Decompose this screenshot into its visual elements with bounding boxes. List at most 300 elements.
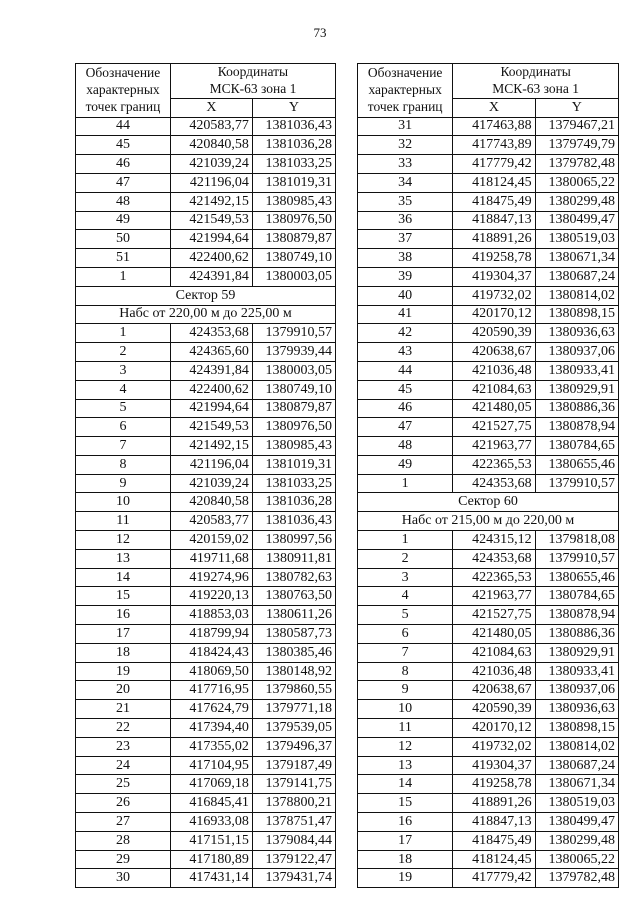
y-coordinate-cell: 1378751,47 (252, 813, 335, 832)
point-number-cell: 47 (358, 418, 453, 437)
x-coordinate-cell: 421549,53 (170, 211, 252, 230)
section-row (76, 286, 336, 305)
y-coordinate-cell: 1380782,63 (252, 568, 335, 587)
y-coordinate-cell: 1381033,25 (252, 155, 335, 174)
header-label-line: характерных (368, 81, 442, 97)
table-row (358, 324, 619, 343)
table-row (358, 813, 619, 832)
y-coordinate-cell: 1380937,06 (535, 343, 618, 362)
y-coordinate-cell: 1380587,73 (252, 625, 335, 644)
x-coordinate-cell: 421036,48 (453, 361, 535, 380)
point-number-cell: 17 (76, 625, 171, 644)
y-coordinate-cell: 1380976,50 (252, 211, 335, 230)
point-number-cell: 10 (358, 700, 453, 719)
y-coordinate-cell: 1379818,08 (535, 531, 618, 550)
table-row (358, 831, 619, 850)
point-number-cell: 18 (358, 850, 453, 869)
table-row (358, 775, 619, 794)
point-number-cell: 39 (358, 267, 453, 286)
table-row (358, 361, 619, 380)
y-coordinate-cell: 1380519,03 (535, 230, 618, 249)
x-coordinate-cell: 417431,14 (170, 869, 252, 888)
y-coordinate-cell: 1380886,36 (535, 625, 618, 644)
point-number-cell: 1 (76, 324, 171, 343)
point-number-cell: 1 (358, 531, 453, 550)
x-coordinate-cell: 424353,68 (170, 324, 252, 343)
point-number-cell: 26 (76, 794, 171, 813)
y-coordinate-cell: 1379910,57 (535, 474, 618, 493)
x-coordinate-cell: 418124,45 (453, 850, 535, 869)
y-coordinate-cell: 1381019,31 (252, 455, 335, 474)
y-coordinate-cell: 1380814,02 (535, 286, 618, 305)
header-label-line: Обозначение (367, 64, 443, 80)
x-coordinate-cell: 421039,24 (170, 474, 252, 493)
point-number-cell: 1 (358, 474, 453, 493)
x-coordinate-cell: 419258,78 (453, 249, 535, 268)
table-row (358, 662, 619, 681)
table-row (358, 700, 619, 719)
table-row (358, 211, 619, 230)
y-coordinate-cell: 1380985,43 (252, 437, 335, 456)
x-coordinate-cell: 422365,53 (453, 568, 535, 587)
table-row (358, 643, 619, 662)
point-number-cell: 16 (76, 606, 171, 625)
y-coordinate-cell: 1380655,46 (535, 568, 618, 587)
point-number-cell: 37 (358, 230, 453, 249)
table-row (76, 512, 336, 531)
point-number-cell: 28 (76, 831, 171, 850)
table-row (76, 681, 336, 700)
y-coordinate-cell: 1380976,50 (252, 418, 335, 437)
x-coordinate-cell: 420159,02 (170, 531, 252, 550)
y-coordinate-cell: 1379910,57 (535, 549, 618, 568)
header-coords-line: Координаты (217, 64, 289, 79)
table-row (358, 305, 619, 324)
y-coordinate-cell: 1380299,48 (535, 831, 618, 850)
y-coordinate-cell: 1380499,47 (535, 211, 618, 230)
y-coordinate-cell: 1380929,91 (535, 380, 618, 399)
table-row (358, 794, 619, 813)
x-coordinate-cell: 421963,77 (453, 587, 535, 606)
x-coordinate-cell: 418853,03 (170, 606, 252, 625)
point-number-cell: 1 (76, 267, 171, 286)
y-coordinate-cell: 1379187,49 (252, 756, 335, 775)
x-coordinate-cell: 424365,60 (170, 343, 252, 362)
y-coordinate-cell: 1380936,63 (535, 700, 618, 719)
x-coordinate-cell: 417355,02 (170, 737, 252, 756)
point-number-cell: 29 (76, 850, 171, 869)
point-number-cell: 8 (358, 662, 453, 681)
point-number-cell: 50 (76, 230, 171, 249)
y-coordinate-cell: 1379910,57 (252, 324, 335, 343)
table-row (76, 418, 336, 437)
x-coordinate-cell: 421492,15 (170, 437, 252, 456)
y-coordinate-cell: 1379084,44 (252, 831, 335, 850)
point-number-cell: 20 (76, 681, 171, 700)
y-coordinate-cell: 1379771,18 (252, 700, 335, 719)
x-coordinate-cell: 421527,75 (453, 606, 535, 625)
header-y: Y (535, 98, 618, 117)
table-row (76, 155, 336, 174)
header-coords-line: Координаты (500, 64, 571, 79)
x-coordinate-cell: 418475,49 (453, 192, 535, 211)
page-number: 73 (313, 25, 327, 40)
header-point-label (76, 64, 171, 118)
x-coordinate-cell: 421196,04 (170, 173, 252, 192)
point-number-cell: 10 (76, 493, 171, 512)
point-number-cell: 9 (76, 474, 171, 493)
x-coordinate-cell: 420583,77 (170, 117, 252, 136)
point-number-cell: 5 (358, 606, 453, 625)
y-coordinate-cell: 1380687,24 (535, 756, 618, 775)
table-row (76, 361, 336, 380)
x-coordinate-cell: 418069,50 (170, 662, 252, 681)
x-coordinate-cell: 417779,42 (453, 155, 535, 174)
table-row (76, 230, 336, 249)
point-number-cell: 4 (358, 587, 453, 606)
point-number-cell: 3 (76, 361, 171, 380)
x-coordinate-cell: 417463,88 (453, 117, 535, 136)
table-row (76, 756, 336, 775)
point-number-cell: 13 (358, 756, 453, 775)
table-row (358, 568, 619, 587)
x-coordinate-cell: 417779,42 (453, 869, 535, 888)
x-coordinate-cell: 418124,45 (453, 173, 535, 192)
table-row (358, 531, 619, 550)
table-row (358, 418, 619, 437)
point-number-cell: 46 (358, 399, 453, 418)
point-number-cell: 34 (358, 173, 453, 192)
point-number-cell: 27 (76, 813, 171, 832)
table-row (358, 155, 619, 174)
y-coordinate-cell: 1380519,03 (535, 794, 618, 813)
point-number-cell: 45 (76, 136, 171, 155)
y-coordinate-cell: 1380671,34 (535, 775, 618, 794)
x-coordinate-cell: 424315,12 (453, 531, 535, 550)
table-row (358, 869, 619, 888)
table-row (358, 625, 619, 644)
coordinates-table-left (75, 63, 336, 888)
x-coordinate-cell: 418475,49 (453, 831, 535, 850)
header-y: Y (252, 98, 335, 117)
table-row (76, 324, 336, 343)
point-number-cell: 12 (76, 531, 171, 550)
point-number-cell: 47 (76, 173, 171, 192)
y-coordinate-cell: 1379141,75 (252, 775, 335, 794)
y-coordinate-cell: 1380898,15 (535, 719, 618, 738)
table-row (76, 267, 336, 286)
table-row (76, 568, 336, 587)
x-coordinate-cell: 419732,02 (453, 286, 535, 305)
x-coordinate-cell: 418847,13 (453, 813, 535, 832)
point-number-cell: 33 (358, 155, 453, 174)
point-number-cell: 19 (358, 869, 453, 888)
point-number-cell: 2 (76, 343, 171, 362)
point-number-cell: 41 (358, 305, 453, 324)
x-coordinate-cell: 419304,37 (453, 267, 535, 286)
point-number-cell: 48 (76, 192, 171, 211)
table-row (358, 455, 619, 474)
point-number-cell: 45 (358, 380, 453, 399)
y-coordinate-cell: 1381036,43 (252, 512, 335, 531)
point-number-cell: 2 (358, 549, 453, 568)
table-row (76, 625, 336, 644)
y-coordinate-cell: 1381036,43 (252, 117, 335, 136)
x-coordinate-cell: 422365,53 (453, 455, 535, 474)
x-coordinate-cell: 419258,78 (453, 775, 535, 794)
point-number-cell: 18 (76, 643, 171, 662)
point-number-cell: 25 (76, 775, 171, 794)
y-coordinate-cell: 1379496,37 (252, 737, 335, 756)
point-number-cell: 15 (76, 587, 171, 606)
x-coordinate-cell: 420638,67 (453, 681, 535, 700)
point-number-cell: 49 (358, 455, 453, 474)
table-row (76, 606, 336, 625)
table-row (358, 136, 619, 155)
point-number-cell: 12 (358, 737, 453, 756)
table-row (358, 756, 619, 775)
section-row (76, 305, 336, 324)
table-body (358, 117, 619, 888)
header-label-line: точек границ (85, 98, 161, 114)
x-coordinate-cell: 419711,68 (170, 549, 252, 568)
point-number-cell: 40 (358, 286, 453, 305)
header-label-line: Обозначение (85, 64, 161, 80)
y-coordinate-cell: 1380937,06 (535, 681, 618, 700)
header-point-label (358, 64, 453, 118)
header-label-line: точек границ (367, 98, 443, 114)
x-coordinate-cell: 424353,68 (453, 549, 535, 568)
table-row (76, 343, 336, 362)
x-coordinate-cell: 420170,12 (453, 719, 535, 738)
point-number-cell: 51 (76, 249, 171, 268)
point-number-cell: 44 (358, 361, 453, 380)
point-number-cell: 44 (76, 117, 171, 136)
table-row (76, 813, 336, 832)
point-number-cell: 42 (358, 324, 453, 343)
y-coordinate-cell: 1379860,55 (252, 681, 335, 700)
y-coordinate-cell: 1378800,21 (252, 794, 335, 813)
x-coordinate-cell: 416933,08 (170, 813, 252, 832)
y-coordinate-cell: 1380933,41 (535, 361, 618, 380)
point-number-cell: 17 (358, 831, 453, 850)
x-coordinate-cell: 419274,96 (170, 568, 252, 587)
x-coordinate-cell: 421084,63 (453, 643, 535, 662)
y-coordinate-cell: 1380879,87 (252, 230, 335, 249)
y-coordinate-cell: 1380898,15 (535, 305, 618, 324)
table-row (76, 474, 336, 493)
y-coordinate-cell: 1379467,21 (535, 117, 618, 136)
table-row (76, 850, 336, 869)
section-row (358, 512, 619, 531)
x-coordinate-cell: 421084,63 (453, 380, 535, 399)
y-coordinate-cell: 1380655,46 (535, 455, 618, 474)
y-coordinate-cell: 1380611,26 (252, 606, 335, 625)
point-number-cell: 23 (76, 737, 171, 756)
table-row (76, 380, 336, 399)
point-number-cell: 30 (76, 869, 171, 888)
table-row (76, 549, 336, 568)
y-coordinate-cell: 1380911,81 (252, 549, 335, 568)
point-number-cell: 19 (76, 662, 171, 681)
x-coordinate-cell: 422400,62 (170, 380, 252, 399)
table-row (358, 587, 619, 606)
point-number-cell: 43 (358, 343, 453, 362)
x-coordinate-cell: 418891,26 (453, 230, 535, 249)
y-coordinate-cell: 1380886,36 (535, 399, 618, 418)
y-coordinate-cell: 1380878,94 (535, 606, 618, 625)
point-number-cell: 38 (358, 249, 453, 268)
table-row (358, 286, 619, 305)
x-coordinate-cell: 418799,94 (170, 625, 252, 644)
table-row (76, 700, 336, 719)
y-coordinate-cell: 1380879,87 (252, 399, 335, 418)
y-coordinate-cell: 1380784,65 (535, 587, 618, 606)
y-coordinate-cell: 1381036,28 (252, 136, 335, 155)
point-number-cell: 6 (358, 625, 453, 644)
y-coordinate-cell: 1379749,79 (535, 136, 618, 155)
x-coordinate-cell: 421492,15 (170, 192, 252, 211)
x-coordinate-cell: 420170,12 (453, 305, 535, 324)
section-row (358, 493, 619, 512)
x-coordinate-cell: 421994,64 (170, 230, 252, 249)
x-coordinate-cell: 418847,13 (453, 211, 535, 230)
x-coordinate-cell: 420638,67 (453, 343, 535, 362)
y-coordinate-cell: 1380065,22 (535, 173, 618, 192)
x-coordinate-cell: 420583,77 (170, 512, 252, 531)
x-coordinate-cell: 419732,02 (453, 737, 535, 756)
table-row (358, 173, 619, 192)
x-coordinate-cell: 424391,84 (170, 361, 252, 380)
y-coordinate-cell: 1379939,44 (252, 343, 335, 362)
table-row (76, 794, 336, 813)
table-row (76, 249, 336, 268)
y-coordinate-cell: 1380749,10 (252, 249, 335, 268)
header-label-line: характерных (86, 81, 160, 97)
point-number-cell: 5 (76, 399, 171, 418)
table-row (76, 775, 336, 794)
point-number-cell: 7 (358, 643, 453, 662)
point-number-cell: 11 (76, 512, 171, 531)
y-coordinate-cell: 1380003,05 (252, 361, 335, 380)
x-coordinate-cell: 417104,95 (170, 756, 252, 775)
x-coordinate-cell: 420590,39 (453, 700, 535, 719)
point-number-cell: 31 (358, 117, 453, 136)
header-x: X (170, 98, 252, 117)
x-coordinate-cell: 417069,18 (170, 775, 252, 794)
x-coordinate-cell: 421527,75 (453, 418, 535, 437)
point-number-cell: 35 (358, 192, 453, 211)
point-number-cell: 15 (358, 794, 453, 813)
x-coordinate-cell: 419220,13 (170, 587, 252, 606)
x-coordinate-cell: 421963,77 (453, 437, 535, 456)
point-number-cell: 32 (358, 136, 453, 155)
x-coordinate-cell: 421480,05 (453, 625, 535, 644)
table-row (76, 455, 336, 474)
point-number-cell: 16 (358, 813, 453, 832)
y-coordinate-cell: 1381036,28 (252, 493, 335, 512)
header-x: X (453, 98, 535, 117)
table-row (358, 192, 619, 211)
y-coordinate-cell: 1380878,94 (535, 418, 618, 437)
table-row (358, 549, 619, 568)
table-row (76, 211, 336, 230)
point-number-cell: 11 (358, 719, 453, 738)
table-row (76, 662, 336, 681)
header-coordinates (170, 64, 335, 99)
y-coordinate-cell: 1380499,47 (535, 813, 618, 832)
table-row (76, 831, 336, 850)
x-coordinate-cell: 421196,04 (170, 455, 252, 474)
y-coordinate-cell: 1380784,65 (535, 437, 618, 456)
y-coordinate-cell: 1379782,48 (535, 869, 618, 888)
x-coordinate-cell: 417180,89 (170, 850, 252, 869)
point-number-cell: 4 (76, 380, 171, 399)
header-coords-line: МСК-63 зона 1 (492, 80, 579, 96)
y-coordinate-cell: 1380671,34 (535, 249, 618, 268)
x-coordinate-cell: 420840,58 (170, 136, 252, 155)
table-row (358, 399, 619, 418)
section-label: Набс от 220,00 м до 225,00 м (76, 305, 336, 324)
y-coordinate-cell: 1380929,91 (535, 643, 618, 662)
table-row (76, 719, 336, 738)
x-coordinate-cell: 421549,53 (170, 418, 252, 437)
point-number-cell: 49 (76, 211, 171, 230)
y-coordinate-cell: 1380687,24 (535, 267, 618, 286)
table-row (358, 230, 619, 249)
table-row (76, 643, 336, 662)
section-label: Набс от 215,00 м до 220,00 м (358, 512, 619, 531)
point-number-cell: 9 (358, 681, 453, 700)
y-coordinate-cell: 1380148,92 (252, 662, 335, 681)
point-number-cell: 14 (358, 775, 453, 794)
point-number-cell: 8 (76, 455, 171, 474)
table-row (358, 380, 619, 399)
table-row (76, 117, 336, 136)
point-number-cell: 36 (358, 211, 453, 230)
x-coordinate-cell: 421036,48 (453, 662, 535, 681)
y-coordinate-cell: 1379782,48 (535, 155, 618, 174)
table-row (76, 437, 336, 456)
table-row (358, 681, 619, 700)
table-row (358, 606, 619, 625)
point-number-cell: 13 (76, 549, 171, 568)
x-coordinate-cell: 418891,26 (453, 794, 535, 813)
header-coords-line: МСК-63 зона 1 (209, 80, 297, 96)
y-coordinate-cell: 1380985,43 (252, 192, 335, 211)
point-number-cell: 48 (358, 437, 453, 456)
table-row (358, 437, 619, 456)
x-coordinate-cell: 421480,05 (453, 399, 535, 418)
table-row (76, 531, 336, 550)
y-coordinate-cell: 1380814,02 (535, 737, 618, 756)
table-row (358, 267, 619, 286)
table-row (358, 343, 619, 362)
y-coordinate-cell: 1380933,41 (535, 662, 618, 681)
y-coordinate-cell: 1381033,25 (252, 474, 335, 493)
table-body (76, 117, 336, 888)
point-number-cell: 24 (76, 756, 171, 775)
table-row (358, 117, 619, 136)
y-coordinate-cell: 1380299,48 (535, 192, 618, 211)
table-row (76, 173, 336, 192)
x-coordinate-cell: 422400,62 (170, 249, 252, 268)
x-coordinate-cell: 420590,39 (453, 324, 535, 343)
y-coordinate-cell: 1380763,50 (252, 587, 335, 606)
point-number-cell: 14 (76, 568, 171, 587)
table-row (358, 474, 619, 493)
x-coordinate-cell: 417151,15 (170, 831, 252, 850)
